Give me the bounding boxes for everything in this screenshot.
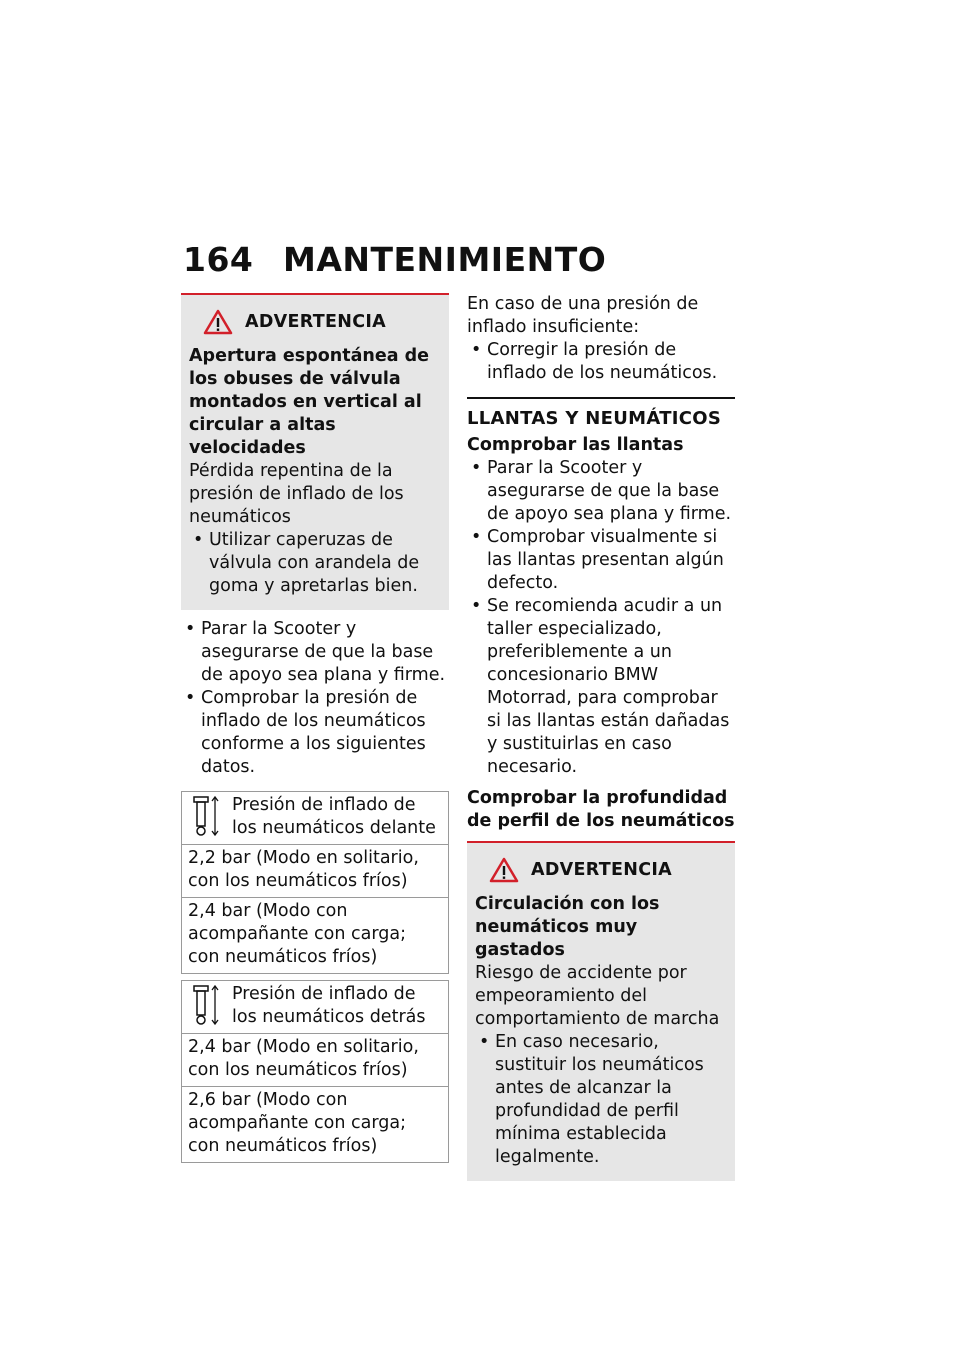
warning-heading: Circulación con los neumáticos muy gastados bbox=[475, 894, 660, 960]
page-number: 164 bbox=[183, 240, 254, 279]
rims-steps-list bbox=[467, 457, 735, 779]
tire-pressure-gauge-icon bbox=[188, 983, 222, 1027]
table-row: 2,4 bar (Modo con acompañante con carga; con neumáticos fríos) bbox=[182, 898, 449, 974]
list-item: • Comprobar la presión de inflado de los neumáticos conforme a los siguientes datos. bbox=[181, 687, 449, 779]
warning-body: Pérdida repentina de la presión de inflado de los neumáticos bbox=[189, 461, 404, 527]
list-item: • Se recomienda acudir a un taller especializado, preferiblemente a un concesionario BMW Motorrad, para comprobar si las llantas están dañadas y sustituirlas en caso necesario. bbox=[467, 595, 735, 779]
warning-body: Riesgo de accidente por empeoramiento del comportamiento de marcha bbox=[475, 963, 720, 1029]
page-title: MANTENIMIENTO bbox=[283, 240, 607, 279]
warning-box-tread bbox=[467, 841, 735, 1181]
warning-triangle-icon bbox=[203, 309, 233, 335]
warning-box-valve bbox=[181, 293, 449, 610]
intro-text: En caso de una presión de inflado insuficiente: bbox=[467, 294, 699, 337]
subheading-rims: Comprobar las llantas bbox=[467, 435, 684, 455]
left-column bbox=[181, 293, 449, 1163]
warning-title-row bbox=[489, 857, 727, 883]
rear-pressure-table bbox=[181, 980, 449, 1163]
front-pressure-table bbox=[181, 791, 449, 974]
page-header bbox=[183, 240, 606, 279]
warning-bullet: • En caso necesario, sustituir los neumáticos antes de alcanzar la profundidad de perfil mínima establecida legalmente. bbox=[475, 1031, 727, 1169]
list-item: • Parar la Scooter y asegurarse de que la base de apoyo sea plana y firme. bbox=[181, 618, 449, 687]
subheading-tread-depth: Comprobar la profundidad de perfil de los neumáticos bbox=[467, 788, 735, 831]
table-row: 2,2 bar (Modo en solitario, con los neumáticos fríos) bbox=[182, 845, 449, 898]
list-item: • Parar la Scooter y asegurarse de que la base de apoyo sea plana y firme. bbox=[467, 457, 735, 526]
table-heading: Presión de inflado de los neumáticos delante bbox=[232, 795, 436, 838]
section-title: LLANTAS Y NEUMÁTICOS bbox=[467, 408, 722, 429]
warning-bullet: • Utilizar caperuzas de válvula con arandela de goma y apretarlas bien. bbox=[189, 529, 441, 598]
tire-pressure-gauge-icon bbox=[188, 794, 222, 838]
table-row: 2,6 bar (Modo con acompañante con carga; con neumáticos fríos) bbox=[182, 1087, 449, 1163]
section-divider bbox=[467, 397, 735, 430]
list-item: • Comprobar visualmente si las llantas presentan algún defecto. bbox=[467, 526, 735, 595]
right-column bbox=[467, 293, 735, 1181]
warning-label: ADVERTENCIA bbox=[531, 859, 672, 880]
warning-heading: Apertura espontánea de los obuses de válvula montados en vertical al circular a altas velocidades bbox=[189, 346, 430, 458]
table-heading: Presión de inflado de los neumáticos detrás bbox=[232, 984, 426, 1027]
list-item: • Corregir la presión de inflado de los neumáticos. bbox=[467, 339, 735, 385]
warning-title-row bbox=[203, 309, 441, 335]
table-row: 2,4 bar (Modo en solitario, con los neumáticos fríos) bbox=[182, 1034, 449, 1087]
warning-triangle-icon bbox=[489, 857, 519, 883]
steps-list bbox=[181, 618, 449, 779]
warning-label: ADVERTENCIA bbox=[245, 311, 386, 332]
